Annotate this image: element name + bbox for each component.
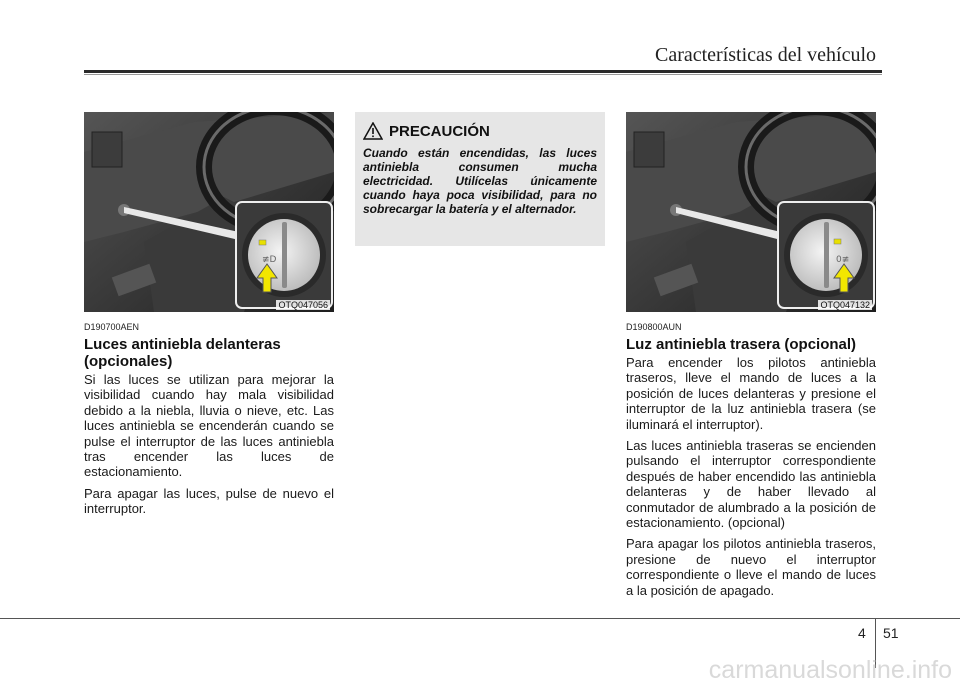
- section-code: D190800AUN: [626, 322, 682, 332]
- footer-rule: [0, 618, 960, 619]
- photo-caption: OTQ047056: [278, 300, 328, 310]
- page-header-title: Características del vehículo: [654, 44, 876, 66]
- rear-fog-switch-photo: [626, 112, 876, 312]
- header-rule: [84, 70, 882, 73]
- body-paragraph: Para apagar los pilotos antiniebla traseros, presione de nuevo el interruptor correspondiente o lleve el mando de luces a la posición de apagado.: [626, 536, 876, 598]
- warning-triangle-icon: [363, 122, 383, 140]
- body-paragraph: Las luces antiniebla traseras se encienden pulsando el interruptor correspondiente después de haber encendido las antiniebla delanteras y de haber llevado al conmutador de alumbrado a la posición de estacionamiento. (opcional): [626, 438, 876, 531]
- body-paragraph: Para apagar las luces, pulse de nuevo el interruptor.: [84, 485, 334, 517]
- section-heading: Luz antiniebla trasera (opcional): [626, 336, 857, 353]
- watermark: carmanualsonline.info: [708, 656, 952, 684]
- svg-text:0≢: 0≢: [836, 255, 850, 265]
- section-body: [626, 355, 876, 604]
- page-number: 51: [883, 625, 899, 641]
- svg-text:≢D: ≢D: [262, 255, 277, 265]
- header-rule-thin: [84, 74, 882, 75]
- section-body: [84, 372, 334, 523]
- section-heading: Luces antiniebla delanteras (opcionales): [84, 336, 281, 370]
- caution-box: [355, 112, 605, 246]
- caution-text: Cuando están encendidas, las luces antiniebla consumen mucha electricidad. Utilícelas únicamente cuando haya poca visibilidad, para no sobrecargar la batería y el alternador.: [363, 146, 597, 216]
- chapter-number: 4: [858, 625, 866, 641]
- caution-title: PRECAUCIÓN: [389, 122, 490, 140]
- section-code: D190700AEN: [84, 322, 140, 332]
- photo-caption: OTQ047132: [820, 300, 870, 310]
- front-fog-switch-photo: [84, 112, 334, 312]
- body-paragraph: Para encender los pilotos antiniebla traseros, lleve el mando de luces a la posición de luces delanteras y presione el interruptor de la luz antiniebla trasera (se iluminará el interruptor).: [626, 355, 876, 432]
- body-paragraph: Si las luces se utilizan para mejorar la visibilidad cuando hay mala visibilidad debido a la niebla, lluvia o nieve, etc. Las luces antiniebla se encenderán cuando se pulse el interruptor de las luces antiniebla tras encender las luces de estacionamiento.: [84, 372, 334, 480]
